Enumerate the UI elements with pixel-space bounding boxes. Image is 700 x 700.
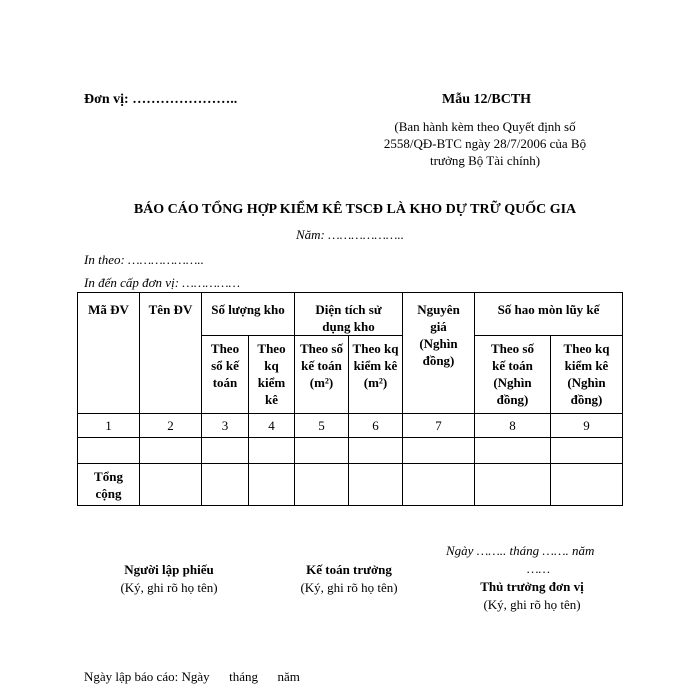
decision-line-3: trưởng Bộ Tài chính) (429, 153, 541, 168)
column-number: 1 (78, 414, 140, 438)
report-date: Ngày lập báo cáo: Ngày tháng năm (84, 669, 300, 684)
decision-line-1: (Ban hành kèm theo Quyết định số (394, 119, 576, 134)
table-cell (551, 438, 623, 464)
header-unit-name: Tên ĐV (140, 293, 202, 414)
total-row (78, 464, 623, 506)
header-count-inventory: Theo kq kiểm kê (249, 336, 295, 414)
table-cell (140, 438, 202, 464)
decision-reference (360, 118, 610, 169)
print-to-unit: In đến cấp đơn vị: …………… (84, 275, 241, 290)
column-number: 3 (202, 414, 249, 438)
form-code: Mẫu 12/BCTH (442, 92, 532, 107)
total-label: Tổng cộng (78, 464, 140, 506)
sign-date-line-cont: …… (527, 561, 551, 576)
table-cell (202, 438, 249, 464)
header-area-books: Theo số kế toán (m²) (295, 336, 349, 414)
header-dep-books: Theo số kế toán (Nghìn đồng) (475, 336, 551, 414)
column-number: 8 (475, 414, 551, 438)
column-number: 4 (249, 414, 295, 438)
table-cell (78, 438, 140, 464)
table-cell (475, 438, 551, 464)
table-cell (403, 464, 475, 506)
table-cell (349, 464, 403, 506)
accountant-signature (274, 561, 424, 597)
accountant-note: (Ký, ghi rõ họ tên) (300, 580, 398, 595)
year-line: Năm: ……………….. (296, 227, 404, 242)
head-note: (Ký, ghi rõ họ tên) (483, 597, 581, 612)
header-storage-area: Diện tích sử dụng kho (295, 293, 403, 336)
column-number: 9 (551, 414, 623, 438)
table-cell (349, 438, 403, 464)
unit-label: Đơn vị: ………………….. (84, 92, 238, 107)
preparer-title: Người lập phiếu (124, 562, 214, 577)
table-cell (249, 464, 295, 506)
table-cell (475, 464, 551, 506)
table-cell (295, 464, 349, 506)
column-number: 7 (403, 414, 475, 438)
header-unit-code: Mã ĐV (78, 293, 140, 414)
preparer-note: (Ký, ghi rõ họ tên) (120, 580, 218, 595)
column-number: 5 (295, 414, 349, 438)
table-cell (140, 464, 202, 506)
column-number-row (78, 414, 623, 438)
header-dep-inventory: Theo kq kiểm kê (Nghìn đồng) (551, 336, 623, 414)
table-cell (202, 464, 249, 506)
inventory-table (77, 292, 623, 506)
table-cell (249, 438, 295, 464)
table-row (78, 438, 623, 464)
column-number: 2 (140, 414, 202, 438)
header-area-inventory: Theo kq kiểm kê (m²) (349, 336, 403, 414)
header-original-value: Nguyên giá (Nghìn đồng) (403, 293, 475, 414)
sign-date-line: Ngày …….. tháng ……. năm (446, 543, 595, 558)
header-count-books: Theo sổ kế toán (202, 336, 249, 414)
print-from: In theo: ……………….. (84, 252, 204, 267)
table-cell (295, 438, 349, 464)
header-storage-count: Số lượng kho (202, 293, 295, 336)
head-signature (452, 578, 612, 614)
preparer-signature (94, 561, 244, 597)
table-cell (551, 464, 623, 506)
header-depreciation: Số hao mòn lũy kế (475, 293, 623, 336)
column-number: 6 (349, 414, 403, 438)
report-title: BÁO CÁO TỔNG HỢP KIỂM KÊ TSCĐ LÀ KHO DỰ TRỮ QUỐC GIA (133, 202, 577, 217)
table-cell (403, 438, 475, 464)
decision-line-2: 2558/QĐ-BTC ngày 28/7/2006 của Bộ (383, 136, 587, 151)
accountant-title: Kế toán trưởng (306, 562, 392, 577)
head-title: Thủ trưởng đơn vị (480, 579, 584, 594)
